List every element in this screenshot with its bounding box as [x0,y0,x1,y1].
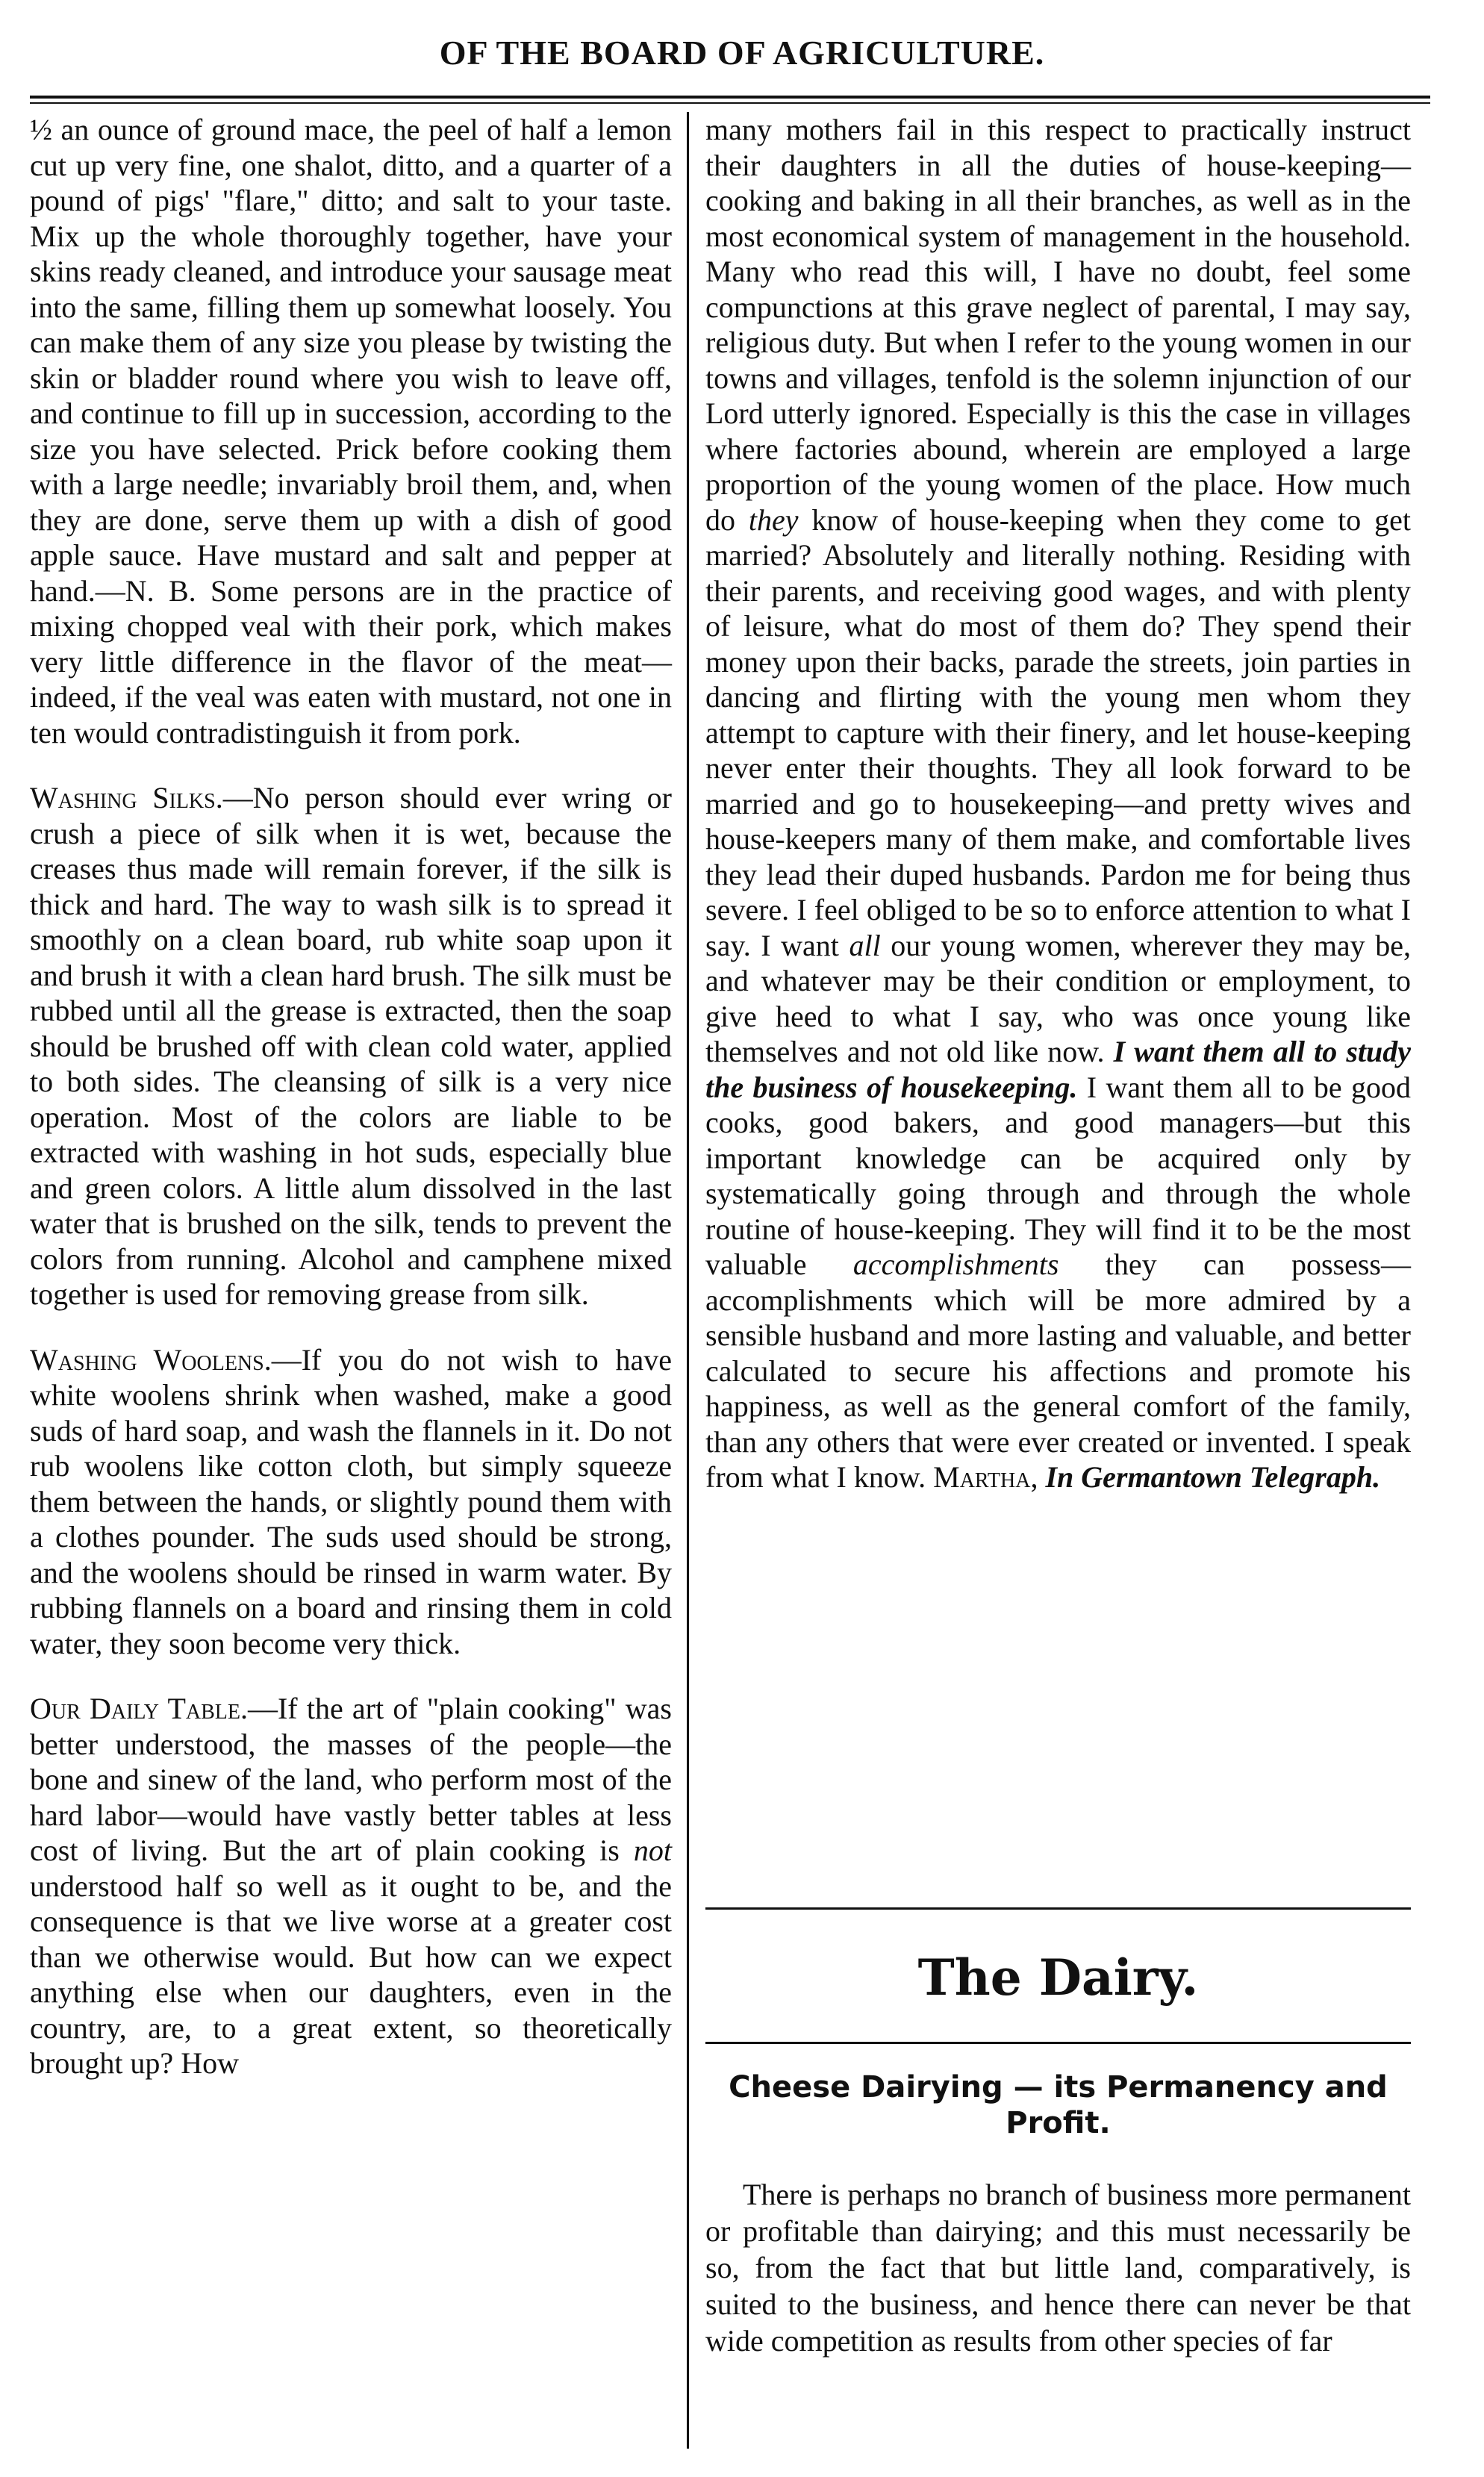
daily-table-heading: Our Daily Table. [30,1692,248,1725]
housekeeping-text-e: they can possess—accomplishments which will be more admired by a sensible husband and more lasting and valuable, and better calculated to secure his affections and promote his happiness, as well as the general comfort of the family, than any others that were ever created or invented. I speak from what I know. [705,1247,1411,1494]
washing-silks-text: —No person should ever wring or crush a piece of silk when it is wet, because the creases thus made will remain forever, if the silk is thick and hard. The way to wash silk is to spread it smoothly on a clean board, rub white soap upon it and brush it with a clean hard brush. The silk must be rubbed until all the grease is extracted, then the soap should be brushed off with clean cold water, applied to both sides. The cleansing of silk is a very nice operation. Most of the colors are liable to be extracted with washing in hot suds, especially blue and green colors. A little alum dissolved in the last water that is brushed on the silk, tends to prevent the colors from running. Alcohol and camphene mixed together is used for removing grease from silk. [30,781,672,1311]
washing-woolens-text: —If you do not wish to have white woolens shrink when washed, make a good suds of hard soap, and wash the flannels in it. Do not rub woolens like cotton cloth, but simply squeeze them between the hands, or slightly pound them with a clothes pounder. The suds used should be strong, and the woolens should be rinsed in warm water. By rubbing flannels on a board and rinsing them in cold water, they soon become very thick. [30,1342,672,1660]
daily-table-paragraph [30,1691,672,2081]
washing-silks-heading: Washing Silks. [30,781,223,814]
emphasis-accomplishments: accomplishments [852,1247,1059,1281]
dairy-section-title: The Dairy. [917,1948,1199,2007]
page-header: OF THE BOARD OF AGRICULTURE. [439,34,1045,72]
daily-table-emphasis: not [633,1833,672,1867]
header-rule-thin [30,102,1430,104]
left-column [30,112,672,2081]
emphasis-all: all [849,928,881,962]
right-column [705,112,1411,1495]
washing-silks-paragraph [30,780,672,1312]
author-signature: Martha, [933,1460,1038,1494]
housekeeping-paragraph [705,112,1411,1495]
washing-woolens-heading: Washing Woolens. [30,1342,272,1377]
column-divider [687,112,689,2449]
header-rule [30,96,1430,99]
source-credit: In Germantown Telegraph. [1038,1460,1381,1494]
housekeeping-text-a: many mothers fail in this respect to practically instruct their daughters in all the duties of house-keeping—cooking and baking in all their branches, as well as in the most economical system of management in the household. Many who read this will, I have no doubt, feel some compunctions at this grave neglect of parental, I may say, religious duty. But when I refer to the young women in our towns and villages, tenfold is the solemn injunction of our Lord utterly ignored. Especially is this the case in villages where factories abound, wherein are employed a large proportion of the young women of the place. How much do [705,113,1411,537]
emphasis-study-housekeeping: I want them all to study the business of housekeeping. [705,1035,1412,1104]
daily-table-text-a: —If the art of "plain cooking" was better understood, the masses of the people—the bone and sinew of the land, who perform most of the hard labor—would have vastly better tables at less cost of living. But the art of plain cooking is [30,1692,672,1867]
cheese-article-title: Cheese Dairying — its Permanency and Profit. [729,2070,1388,2140]
section-rule [705,1907,1411,1910]
washing-woolens-paragraph [30,1342,672,1662]
daily-table-text-b: understood half so well as it ought to be, and the consequence is that we live worse at a greater cost than we otherwise would. But how can we expect anything else when our daughters, even in the country, are, to a great extent, so theoretically brought up? How [30,1869,672,2080]
housekeeping-text-b: know of house-keeping when they come to get married? Absolutely and literally nothing. Residing with their parents, and receiving good wages, and with plenty of leisure, what do most of them do? They spend their money upon their backs, parade the streets, join parties in dancing and flirting with the young men whom they attempt to capture with their finery, and let house-keeping never enter their thoughts. They all look forward to be married and go to housekeeping—and pretty wives and house-keepers many of them make, and comfortable lives they lead their duped husbands. Pardon me for being thus severe. I feel obliged to be so to enforce attention to what I say. I want [705,502,1412,962]
housekeeping-text-c: our young women, wherever they may be, and whatever may be their condition or employment, to give heed to what I say, who was once young like themselves and not old like now. [705,928,1411,1068]
dairy-title-rule [705,2042,1411,2044]
cheese-article-body: There is perhaps no branch of business more permanent or profitable than dairying; and this must necessarily be so, from the fact that but little land, comparatively, is suited to the business, and hence there can never be that wide competition as results from other species of far [705,2178,1411,2358]
sausage-recipe-paragraph: ½ an ounce of ground mace, the peel of half a lemon cut up very fine, one shalot, ditto, and a quarter of a pound of pigs' "flare," ditto; and salt to your taste. Mix up the whole thoroughly together, have your skins ready cleaned, and introduce your sausage meat into the same, filling them up somewhat loosely. You can make them of any size you please by twisting the skin or bladder round where you wish to leave off, and continue to fill up in succession, according to the size you have selected. Prick before cooking them with a large needle; invariably broil them, and, when they are done, serve them up with a dish of good apple sauce. Have mustard and salt and pepper at hand.—N. B. Some persons are in the practice of mixing chopped veal with their pork, which makes very little difference in the flavor of the meat—indeed, if the veal was eaten with mustard, not one in ten would contradistinguish it from pork. [30,113,672,750]
emphasis-they: they [748,502,799,537]
housekeeping-text-d: I want them all to be good cooks, good bakers, and good managers—but this important knowledge can be acquired only by systematically going through and through the whole routine of house-keeping. They will find it to be the most valuable [705,1070,1412,1281]
